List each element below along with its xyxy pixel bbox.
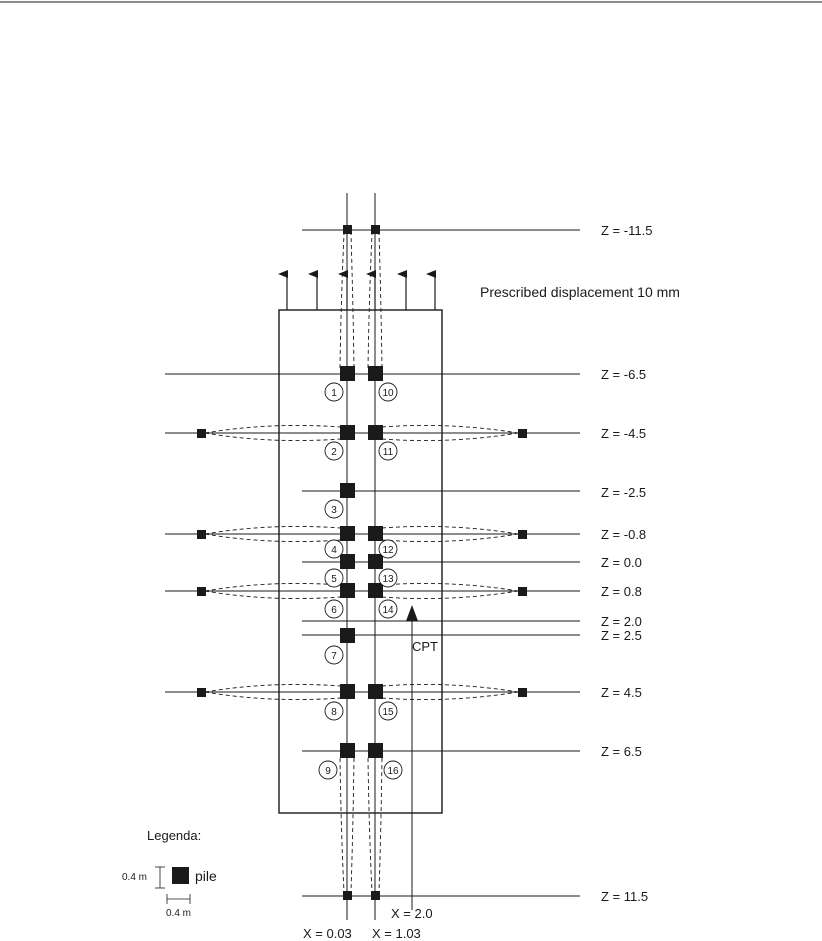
x-left-label: X = 0.03	[303, 926, 352, 941]
pile-number: 11	[382, 447, 394, 458]
pile-7	[340, 628, 355, 643]
level-label: Z = 4.5	[601, 685, 642, 700]
level-label: Z = -6.5	[601, 367, 647, 382]
pile-number: 14	[382, 605, 394, 616]
pile-11	[368, 425, 383, 440]
legend	[122, 828, 217, 919]
pile-number: 5	[331, 574, 337, 585]
legend-pile-swatch	[172, 867, 189, 884]
pile-number: 3	[331, 505, 337, 516]
legend-title: Legenda:	[147, 828, 202, 843]
pile-number: 13	[382, 574, 394, 585]
level-label: Z = -0.8	[601, 527, 647, 542]
pile-number: 1	[331, 388, 337, 399]
level-label: Z = 11.5	[601, 889, 649, 904]
legend-dim-vertical: 0.4 m	[122, 872, 148, 883]
level-label: Z = 0.8	[601, 584, 642, 599]
level-label: Z = -4.5	[601, 426, 647, 441]
dashed-connections-bottom	[340, 758, 382, 892]
x-cpt-label: X = 2.0	[391, 906, 433, 921]
pile-16	[368, 743, 383, 758]
legend-item-label: pile	[195, 868, 217, 884]
pile-number: 12	[382, 545, 394, 556]
pile-10	[368, 366, 383, 381]
pile-number: 7	[331, 651, 337, 662]
pile-number: 2	[331, 447, 337, 458]
pile-number: 15	[382, 707, 394, 718]
pile-13	[368, 554, 383, 569]
level-label: Z = 6.5	[601, 744, 642, 759]
cpt-label: CPT	[412, 639, 438, 654]
cpt-arrow-icon	[406, 605, 418, 621]
level-label: Z = 2.0	[601, 614, 642, 629]
level-label: Z = -11.5	[601, 223, 653, 238]
level-label: Z = 0.0	[601, 555, 642, 570]
pile-14	[368, 583, 383, 598]
pile-3	[340, 483, 355, 498]
pile-9	[340, 743, 355, 758]
legend-dim-horizontal: 0.4 m	[166, 908, 192, 919]
x-right-label: X = 1.03	[372, 926, 421, 941]
pile-number: 16	[387, 766, 399, 777]
level-label: Z = -2.5	[601, 485, 647, 500]
pile-number: 8	[331, 707, 337, 718]
displacement-arrows	[287, 274, 435, 310]
pile-number: 4	[331, 545, 337, 556]
pile-number: 9	[325, 766, 331, 777]
level-labels	[601, 223, 652, 904]
pile-number: 10	[382, 388, 394, 399]
pile-6	[340, 583, 355, 598]
pile-1	[340, 366, 355, 381]
pile-15	[368, 684, 383, 699]
dashed-connections-top	[340, 234, 382, 368]
level-label: Z = 2.5	[601, 628, 642, 643]
pile-2	[340, 425, 355, 440]
pile-12	[368, 526, 383, 541]
displacement-label: Prescribed displacement 10 mm	[480, 284, 680, 300]
pile-number: 6	[331, 605, 337, 616]
pile-8	[340, 684, 355, 699]
pile-5	[340, 554, 355, 569]
pile-4	[340, 526, 355, 541]
